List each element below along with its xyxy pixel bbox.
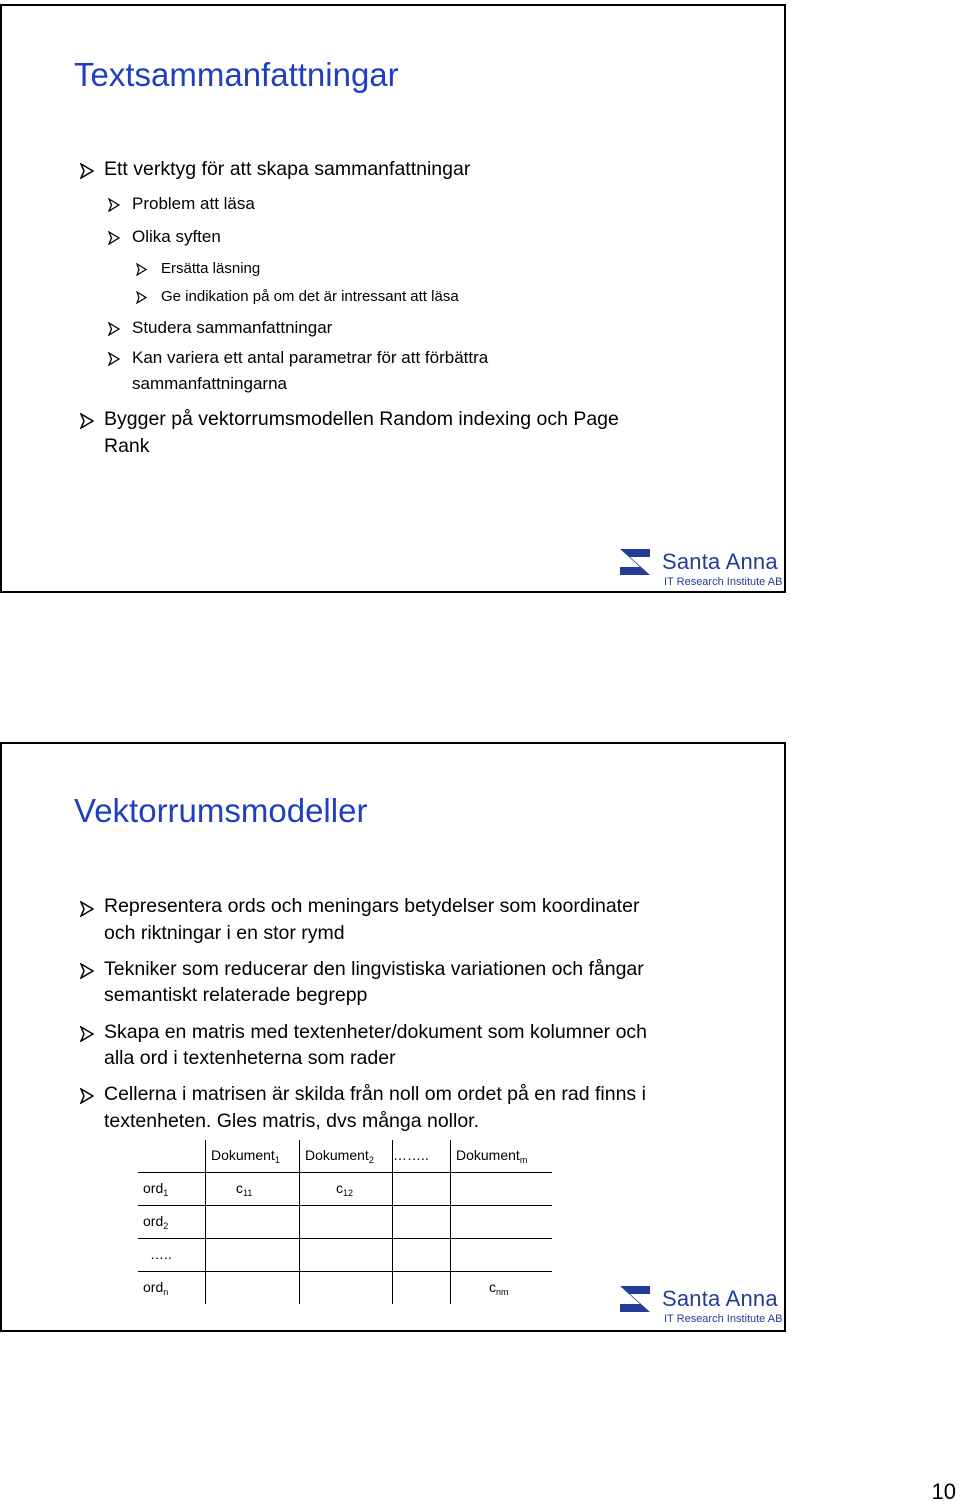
table-cell: $c_{nm}$ — [451, 1272, 553, 1305]
bullet-text-continuation: alla ord i textenheterna som rader — [104, 1047, 396, 1069]
table-corner-cell — [138, 1140, 206, 1173]
bullet-text: Skapa en matris med textenheter/dokument som kolumner och — [104, 1021, 648, 1043]
table-cell — [206, 1239, 300, 1272]
table-cell — [206, 1272, 300, 1305]
table-cell: $c_{12}$ — [300, 1173, 393, 1206]
slide-title: Vektorrumsmodeller — [74, 792, 368, 829]
table-cell — [300, 1206, 393, 1239]
term-document-matrix — [138, 1140, 552, 1304]
table-row — [138, 1272, 552, 1305]
bullet-text: Ge indikation på om det är intressant att läsa — [161, 288, 459, 305]
logo-name: Santa Anna — [662, 1286, 778, 1311]
bullet-text: Representera ords och meningars betydelser som koordinater — [104, 895, 640, 917]
table-row-label: ….. — [150, 1246, 172, 1262]
arrow-bullet-icon — [108, 322, 120, 336]
bullet-text-continuation: Rank — [104, 435, 150, 457]
bullet-text: Ett verktyg för att skapa sammanfattningar — [104, 158, 471, 180]
santa-anna-logo-icon — [618, 1284, 652, 1314]
table-cell — [393, 1206, 451, 1239]
slide-vektorrumsmodeller — [0, 742, 786, 1332]
arrow-bullet-icon — [108, 198, 120, 212]
arrow-bullet-icon — [108, 231, 120, 245]
santa-anna-logo — [618, 1284, 783, 1325]
table-cell — [451, 1239, 553, 1272]
logo-subtitle: IT Research Institute AB — [664, 1313, 783, 1325]
arrow-bullet-icon — [136, 291, 147, 304]
table-cell — [451, 1173, 553, 1206]
page-number: 10 — [931, 1479, 956, 1504]
table-row-label: ord$_2$ — [143, 1213, 169, 1231]
table-header-row — [138, 1140, 552, 1173]
bullet-text: Bygger på vektorrumsmodellen Random indexing och Page — [104, 408, 619, 430]
arrow-bullet-icon — [80, 163, 94, 179]
table-header-cell: …….. — [393, 1140, 451, 1173]
slide-textsammanfattningar — [0, 4, 786, 593]
arrow-bullet-icon — [136, 263, 147, 276]
santa-anna-logo — [618, 547, 783, 588]
table-cell — [451, 1206, 553, 1239]
table-cell — [300, 1272, 393, 1305]
bullet-text: Kan variera ett antal parametrar för att förbättra — [132, 348, 489, 367]
bullet-text: Studera sammanfattningar — [132, 318, 333, 337]
arrow-bullet-icon — [80, 1088, 94, 1104]
bullet-text: Tekniker som reducerar den lingvistiska variationen och fångar — [104, 958, 644, 980]
arrow-bullet-icon — [80, 901, 94, 917]
table-cell — [393, 1239, 451, 1272]
table-cell: $c_{11}$ — [206, 1173, 300, 1206]
bullet-text: Problem att läsa — [132, 194, 255, 213]
table-row-label: ord$_n$ — [143, 1279, 169, 1297]
table-header-cell: Dokument$_1$ — [206, 1140, 300, 1173]
bullet-text-continuation: semantiskt relaterade begrepp — [104, 984, 368, 1006]
logo-subtitle: IT Research Institute AB — [664, 576, 783, 588]
arrow-bullet-icon — [80, 413, 94, 429]
table-header-cell: Dokument$_2$ — [300, 1140, 393, 1173]
table-row — [138, 1206, 552, 1239]
arrow-bullet-icon — [80, 1026, 94, 1042]
bullet-text: Ersätta läsning — [161, 260, 261, 277]
table-row — [138, 1239, 552, 1272]
table-cell — [300, 1239, 393, 1272]
logo-name: Santa Anna — [662, 549, 778, 574]
bullet-text-continuation: textenheten. Gles matris, dvs många nollor. — [104, 1110, 480, 1132]
slide-title: Textsammanfattningar — [74, 56, 399, 93]
bullet-text: Olika syften — [132, 227, 221, 246]
arrow-bullet-icon — [80, 963, 94, 979]
table-row — [138, 1173, 552, 1206]
bullet-text-continuation: sammanfattningarna — [132, 374, 287, 393]
santa-anna-logo-icon — [618, 547, 652, 577]
arrow-bullet-icon — [108, 352, 120, 366]
table-cell — [393, 1173, 451, 1206]
table-header-cell: Dokument$_m$ — [451, 1140, 553, 1173]
bullet-text-continuation: och riktningar i en stor rymd — [104, 922, 345, 944]
bullet-text: Cellerna i matrisen är skilda från noll om ordet på en rad finns i — [104, 1083, 646, 1105]
table-cell — [206, 1206, 300, 1239]
table-cell — [393, 1272, 451, 1305]
table-row-label: ord$_1$ — [143, 1180, 169, 1198]
